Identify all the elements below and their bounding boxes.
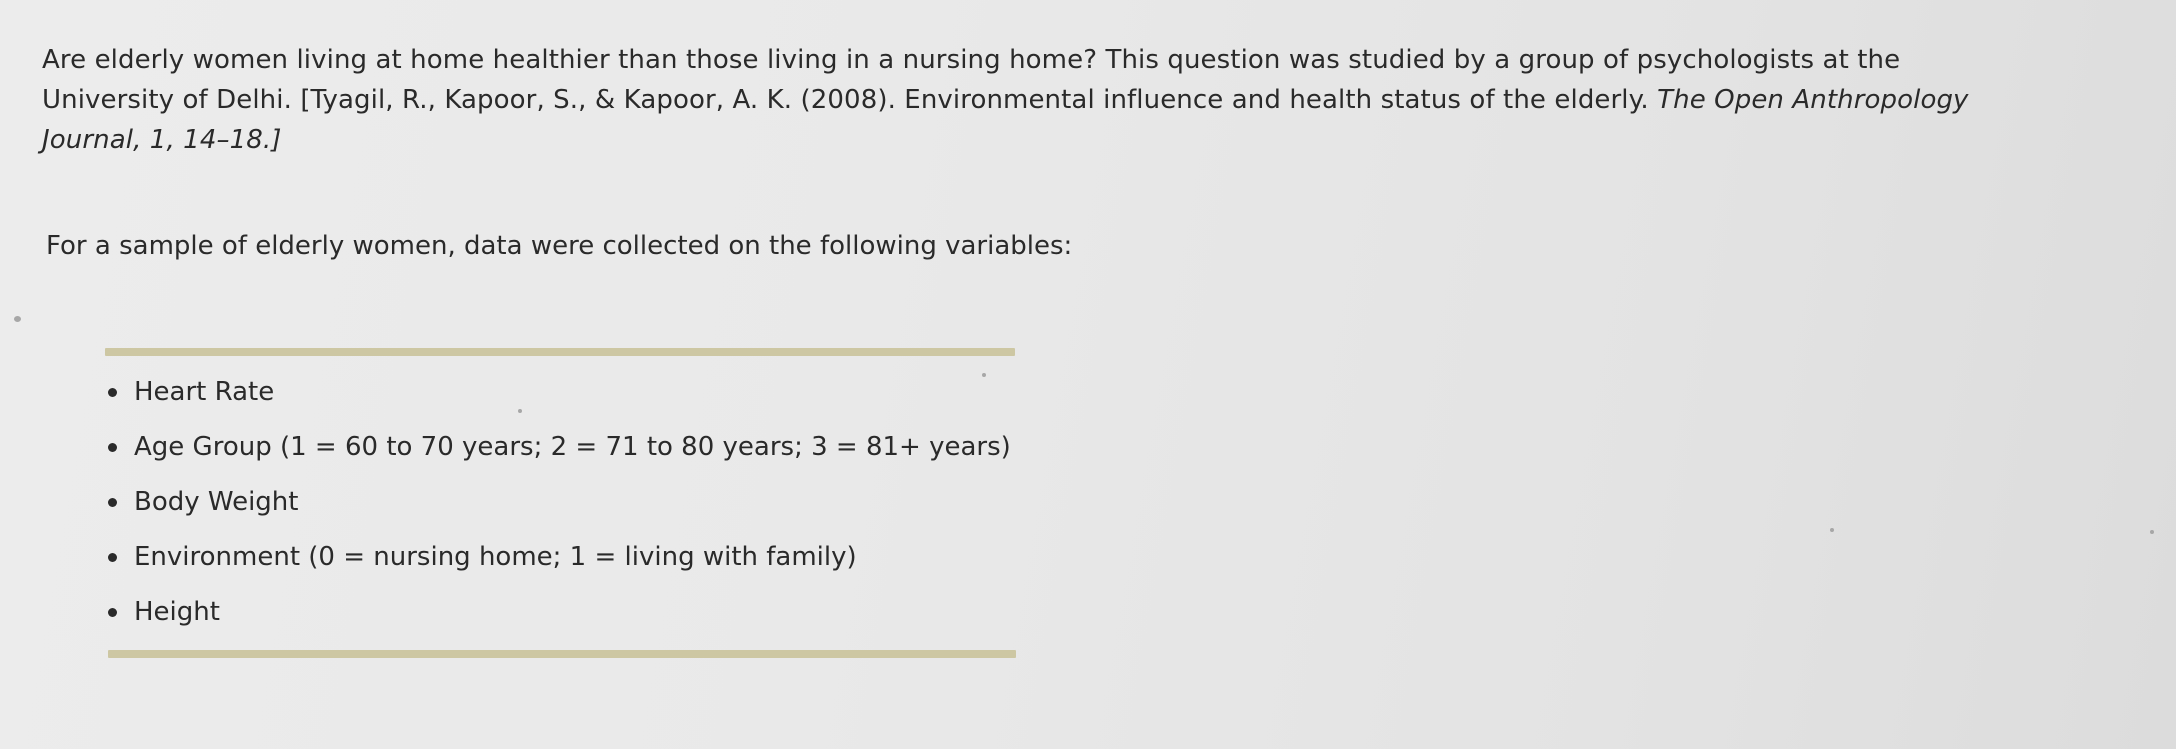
paragraph-line-3	[42, 120, 1972, 160]
list-item-height	[106, 592, 1011, 647]
dust-speck	[518, 409, 522, 413]
dust-speck	[2150, 530, 2154, 534]
list-item-environment	[106, 537, 1011, 592]
dust-speck	[14, 316, 21, 322]
variable-list	[106, 372, 1011, 647]
variables-intro: For a sample of elderly women, data were collected on the following variables:	[46, 231, 1073, 261]
journal-title: The Open Anthropology	[1657, 85, 1969, 115]
question-paragraph	[42, 40, 1972, 160]
paragraph-line-2	[42, 80, 1972, 120]
paragraph-line-1: Are elderly women living at home healthier than those living in a nursing home? This question was studied by a group of psychologists at the	[42, 45, 1901, 75]
bullet-icon	[108, 443, 117, 452]
bullet-icon	[108, 498, 117, 507]
citation-volume-pages: , 1, 14–18.]	[133, 125, 282, 155]
bullet-icon	[108, 553, 117, 562]
dust-speck	[1830, 528, 1834, 532]
citation-text: University of Delhi. [Tyagil, R., Kapoor, S., & Kapoor, A. K. (2008). Environmental influence and health status of the elderly.	[42, 85, 1658, 115]
variable-label: Age Group (1 = 60 to 70 years; 2 = 71 to 80 years; 3 = 81+ years)	[134, 432, 1011, 462]
dust-speck	[982, 373, 986, 377]
list-item-body-weight	[106, 482, 1011, 537]
bullet-icon	[108, 388, 117, 397]
variable-label: Body Weight	[134, 487, 299, 517]
journal-title-continued: Journal	[42, 125, 134, 155]
variable-label: Heart Rate	[134, 377, 275, 407]
variable-label: Height	[134, 597, 220, 627]
bullet-icon	[108, 608, 117, 617]
list-item-heart-rate	[106, 372, 1011, 427]
bottom-divider	[108, 650, 1016, 658]
top-divider	[105, 348, 1015, 356]
variable-label: Environment (0 = nursing home; 1 = living with family)	[134, 542, 857, 572]
list-item-age-group	[106, 427, 1011, 482]
